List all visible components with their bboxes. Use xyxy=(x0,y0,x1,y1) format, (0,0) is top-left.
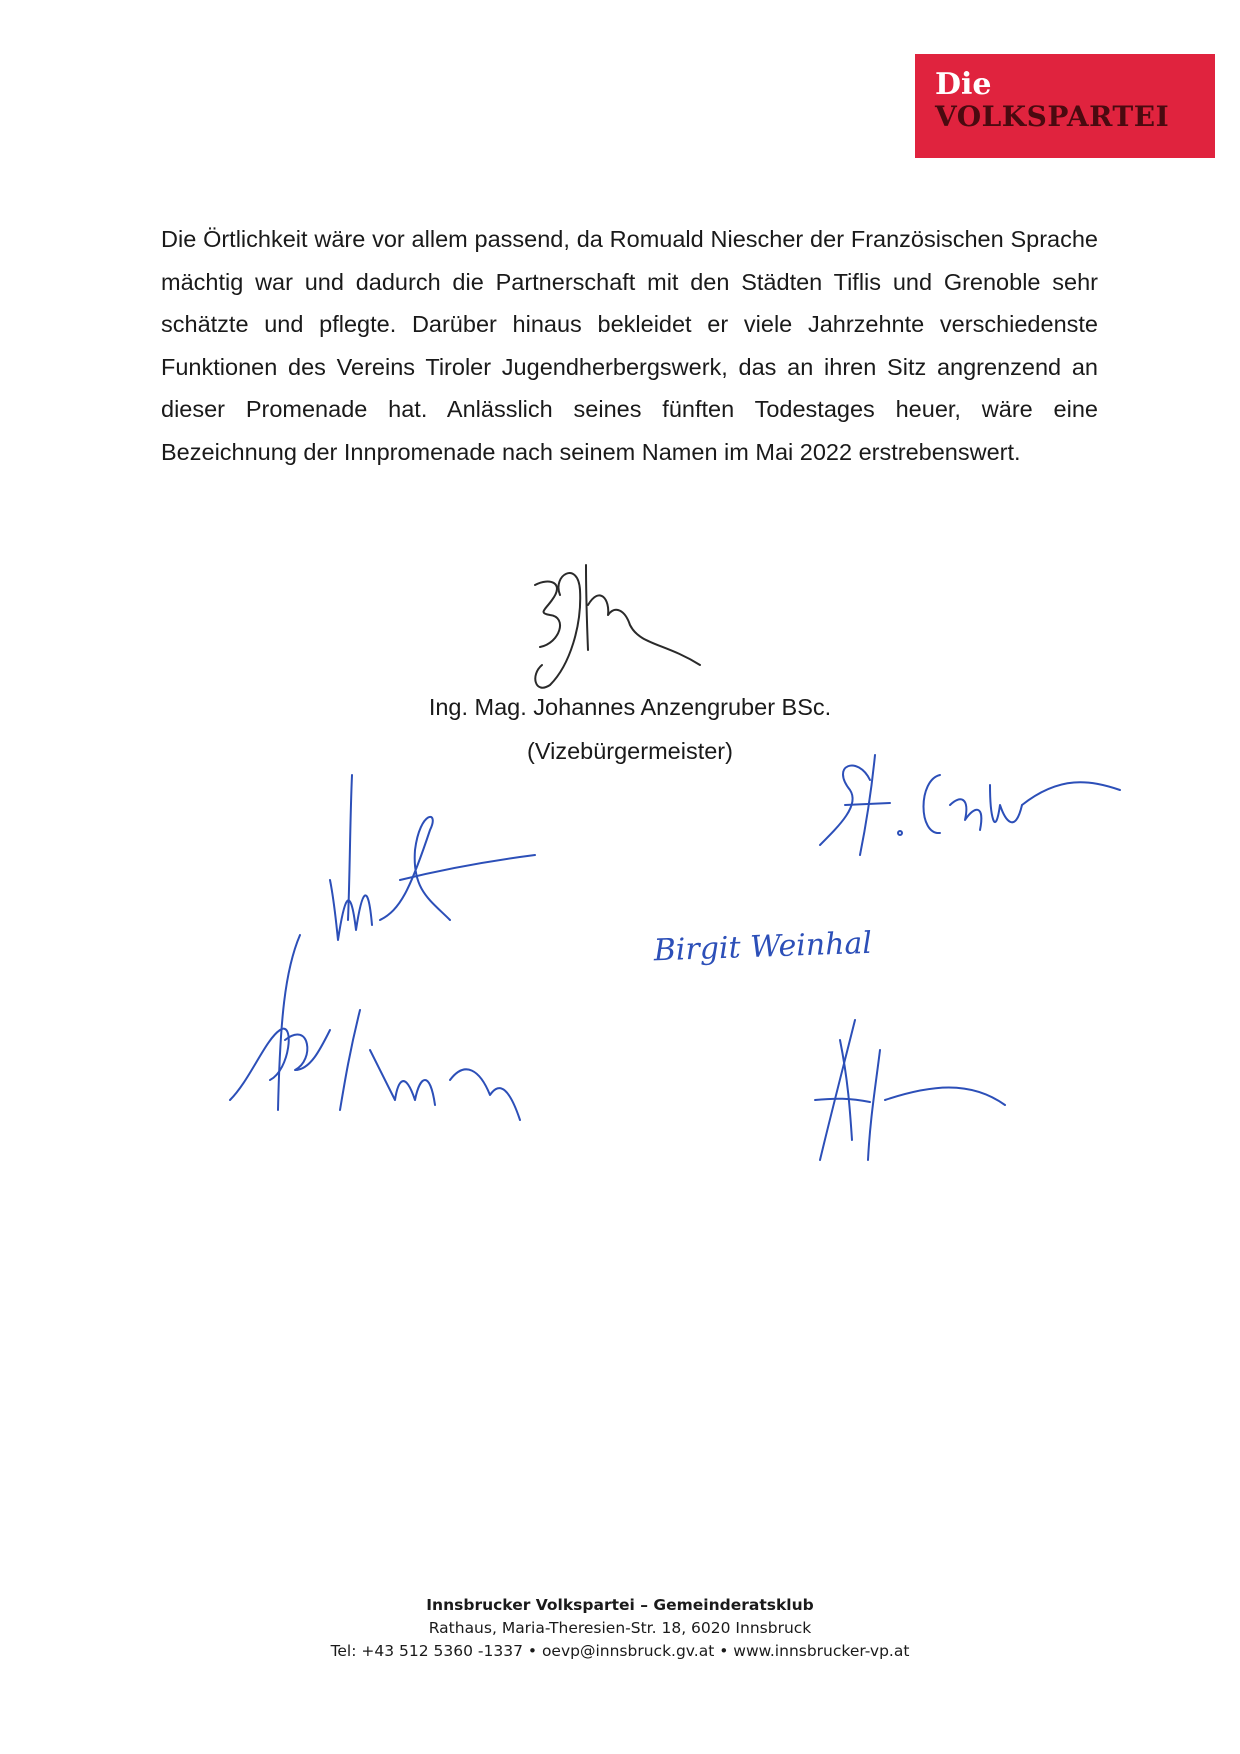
signer-name: Ing. Mag. Johannes Anzengruber BSc. xyxy=(428,694,832,720)
logo-line2: VOLKSPARTEI xyxy=(935,100,1170,133)
signature-birgit-text: Birgit Weinhal xyxy=(653,925,873,969)
signer-role: (Vizebürgermeister) xyxy=(527,738,733,764)
volkspartei-logo xyxy=(915,54,1215,158)
letter-body: Die Örtlichkeit wäre vor allem passend, da Romuald Niescher der Französischen Sprache mächtig war und dadurch die Partnerschaft mit den Städten Tiflis und Grenoble sehr schätzte und pflegte. Darüber hinaus bekleidet er viele Jahrzehnte verschiedenste Funktionen des Vereins Tiroler Jugendherbergswerk, das an ihren Sitz angrenzend an dieser Promenade hat. Anlässlich seines fünften Todestages heuer, wäre eine Bezeichnung der Innpromenade nach seinem Namen im Mai 2022 erstrebenswert. xyxy=(161,226,1098,465)
signature-blue-3 xyxy=(220,930,600,1130)
footer-address: Rathaus, Maria-Theresien-Str. 18, 6020 Innsbruck xyxy=(428,1619,812,1637)
letter-footer xyxy=(0,1594,1240,1663)
footer-contact: Tel: +43 512 5360 -1337 • oevp@innsbruck.gv.at • www.innsbrucker-vp.at xyxy=(330,1642,910,1660)
signature-blue-2 xyxy=(800,745,1130,875)
signature-anzengruber xyxy=(490,555,730,705)
signature-birgit xyxy=(650,915,873,985)
footer-club: Innsbrucker Volkspartei – Gemeinderatsklub xyxy=(426,1596,814,1614)
logo-line1: Die xyxy=(935,67,992,102)
signature-blue-4 xyxy=(790,1010,1020,1170)
